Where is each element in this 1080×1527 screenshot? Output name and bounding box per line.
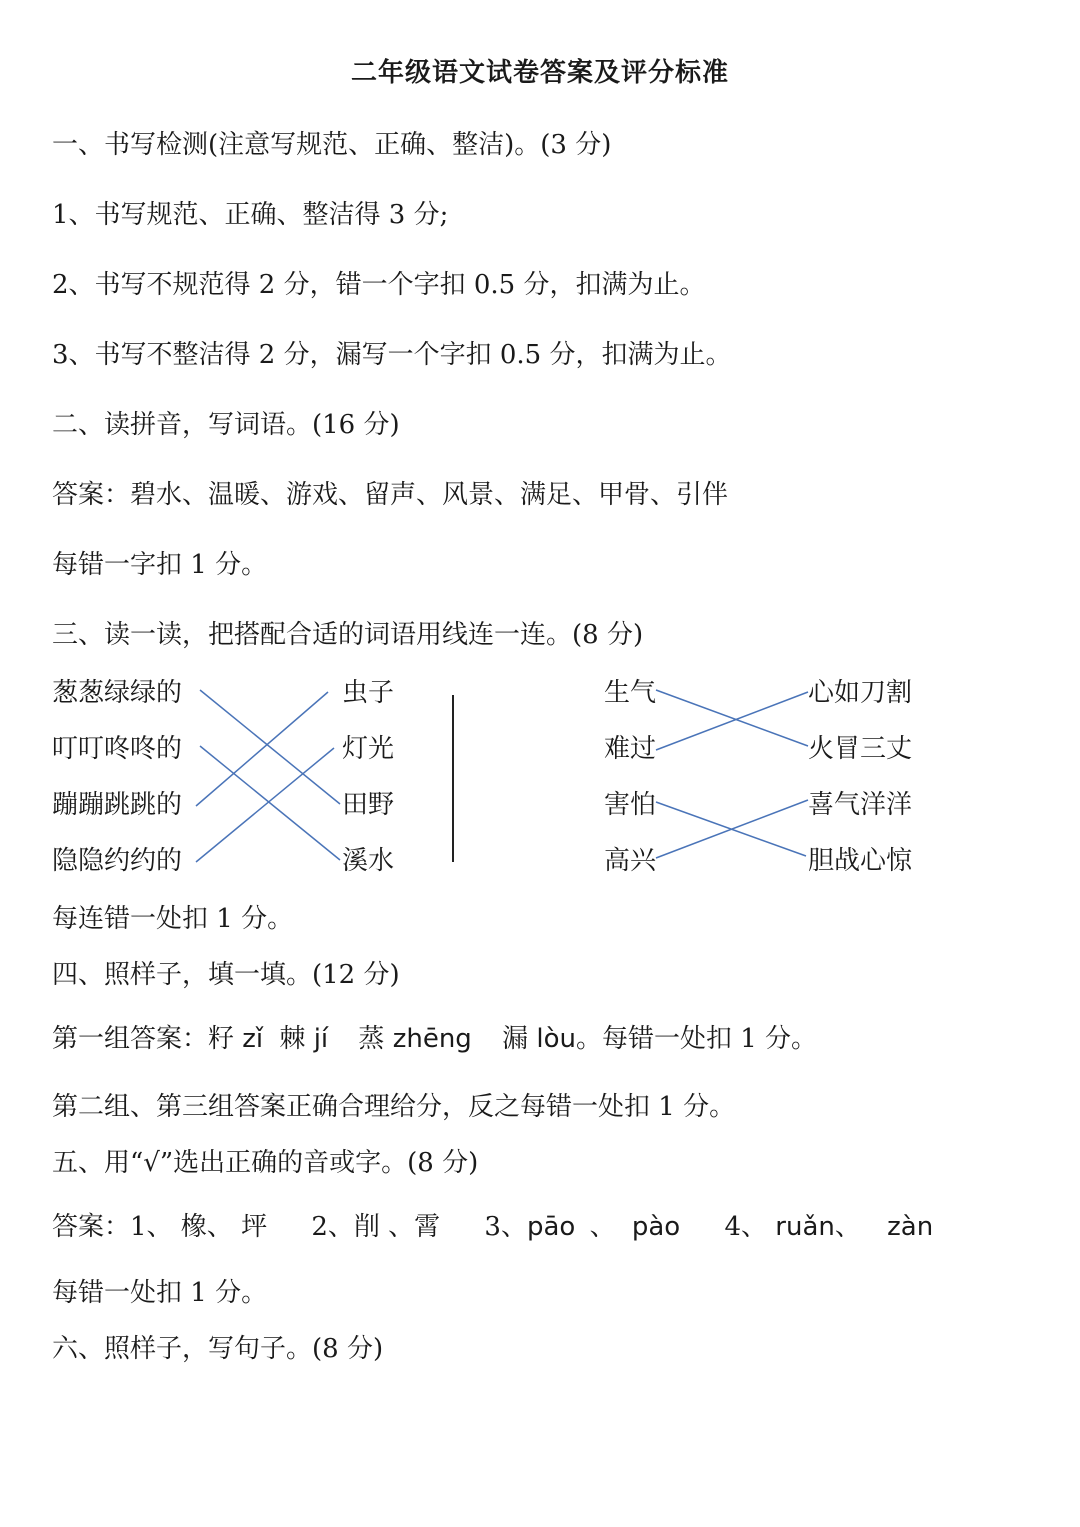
section3-heading: 三、读一读，把搭配合适的词语用线连一连。(8 分) [52, 620, 644, 650]
match-line-2 [200, 746, 340, 860]
section5-answer [52, 1206, 933, 1243]
match-line-4 [196, 748, 334, 862]
match-line-3 [196, 692, 328, 806]
char-3: 蒸 [358, 1024, 385, 1054]
match-right-target-2: 火冒三丈 [808, 734, 913, 764]
section5-pinyin-1: pāo [526, 1212, 576, 1242]
section1-rule-1: 1、书写规范、正确、整洁得 3 分; [52, 200, 449, 230]
section4-note: 第二组、第三组答案正确合理给分，反之每错一处扣 1 分。 [52, 1092, 736, 1122]
section3-note: 每连错一处扣 1 分。 [52, 904, 294, 934]
section5-answer-4-prefix: 4、 [724, 1212, 768, 1242]
match-left-word-1: 葱葱绿绿的 [52, 678, 183, 708]
section4-answer-prefix: 第一组答案：籽 [52, 1024, 235, 1054]
section5-answer-3-prefix: 3、 [484, 1212, 527, 1242]
section5-answer-2: 2、削 、霄 [311, 1212, 441, 1242]
match-left-target-2: 灯光 [342, 734, 395, 764]
match-left-word-4: 隐隐约约的 [52, 846, 183, 876]
match-left-target-3: 田野 [342, 790, 395, 820]
section2-heading: 二、读拼音，写词语。(16 分) [52, 410, 400, 440]
section1-heading: 一、书写检测(注意写规范、正确、整洁)。(3 分) [52, 130, 612, 160]
match-line-5 [656, 690, 808, 746]
pinyin-1: zǐ [242, 1024, 264, 1054]
section5-sep-2: 、 [834, 1212, 861, 1242]
match-left-word-3: 蹦蹦跳跳的 [52, 790, 183, 820]
section5-heading: 五、用“√”选出正确的音或字。(8 分) [52, 1148, 479, 1178]
section5-sep-1: 、 [589, 1212, 616, 1242]
section4-heading: 四、照样子，填一填。(12 分) [52, 960, 400, 990]
pinyin-2: jí [313, 1024, 329, 1054]
section5-answer-1: 答案：1、 橡、 坪 [52, 1212, 268, 1242]
section5-pinyin-3: ruǎn [775, 1212, 835, 1242]
pinyin-4: lòu [536, 1024, 576, 1054]
section4-answer-suffix: 。每错一处扣 1 分。 [575, 1024, 818, 1054]
page-title: 二年级语文试卷答案及评分标准 [350, 58, 729, 88]
match-left-target-4: 溪水 [342, 846, 395, 876]
section2-note: 每错一字扣 1 分。 [52, 550, 268, 580]
match-line-6 [656, 692, 808, 750]
section2-answer: 答案：碧水、温暖、游戏、留声、风景、满足、甲骨、引伴 [52, 480, 729, 510]
pinyin-3: zhēng [392, 1024, 472, 1054]
section5-pinyin-2: pào [631, 1212, 681, 1242]
match-right-target-3: 喜气洋洋 [808, 790, 913, 820]
match-right-target-4: 胆战心惊 [808, 846, 913, 876]
section4-answer [52, 1018, 817, 1055]
match-right-word-1: 生气 [604, 678, 657, 708]
match-left-word-2: 叮叮咚咚的 [52, 734, 183, 764]
match-right-target-1: 心如刀割 [808, 678, 913, 708]
match-right-word-4: 高兴 [604, 846, 657, 876]
section1-rule-2: 2、书写不规范得 2 分，错一个字扣 0.5 分，扣满为止。 [52, 270, 706, 300]
section5-note: 每错一处扣 1 分。 [52, 1278, 268, 1308]
match-line-1 [200, 690, 340, 804]
section1-rule-3: 3、书写不整洁得 2 分，漏写一个字扣 0.5 分，扣满为止。 [52, 340, 732, 370]
match-right-word-2: 难过 [604, 734, 657, 764]
section6-heading: 六、照样子，写句子。(8 分) [52, 1334, 384, 1364]
char-4: 漏 [502, 1024, 529, 1054]
section5-pinyin-4: zàn [887, 1212, 934, 1242]
char-2: 棘 [279, 1024, 306, 1054]
match-left-target-1: 虫子 [342, 678, 395, 708]
match-right-word-3: 害怕 [604, 790, 657, 820]
